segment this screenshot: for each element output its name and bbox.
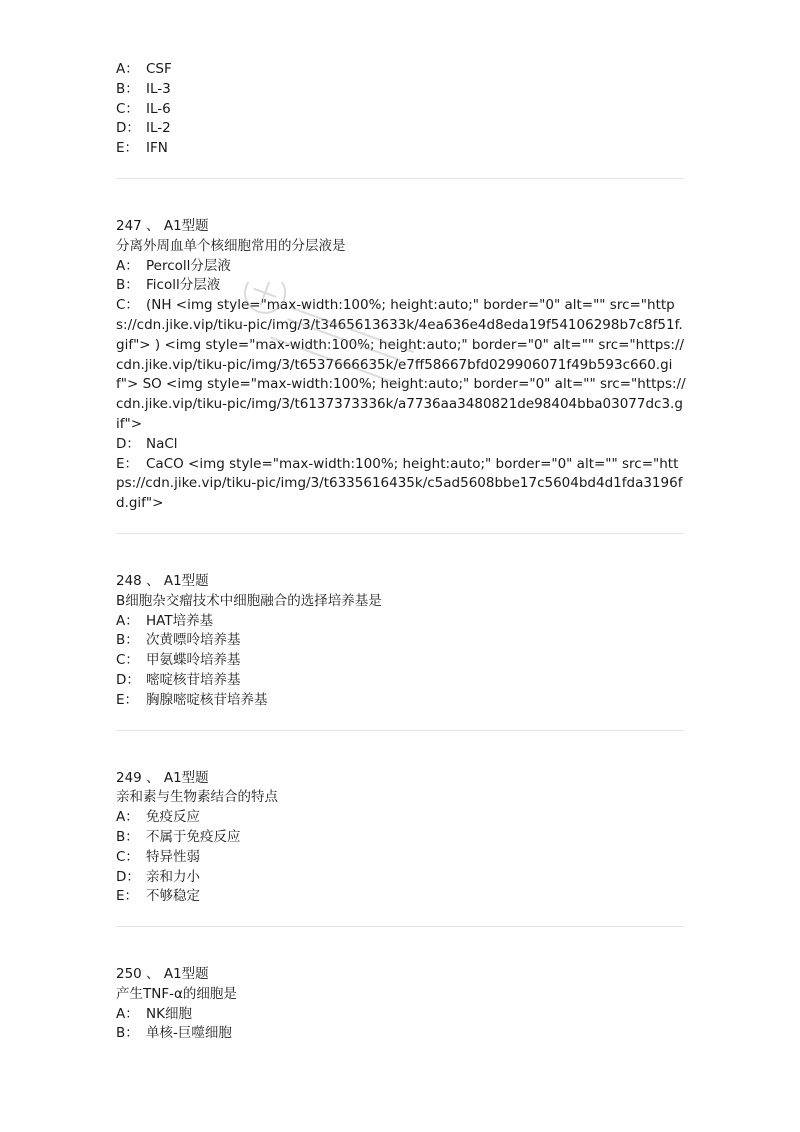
- question-header: 247 、 A1型题: [116, 217, 209, 234]
- option-d: D： 亲和力小: [116, 868, 200, 885]
- option-a: A： Percoll分层液: [116, 257, 231, 274]
- option-a: A： CSF: [116, 61, 172, 77]
- option-a: A： NK细胞: [116, 1005, 192, 1022]
- option-d: D： IL-2: [116, 120, 171, 137]
- option-a: A： HAT培养基: [116, 612, 214, 629]
- question-page: [116, 60, 686, 1044]
- option-e: E： CaCO <img style="max-width:100%; height:auto;" border="0" alt="" src="https://cdn.jike.vip/tiku-pic/img/3/t6335616435k/c5ad5608bbe17c5604bd4d1fda3196fd.gif">: [116, 455, 683, 512]
- question-stem: 分离外周血单个核细胞常用的分层液是: [116, 237, 346, 254]
- option-d: D： NaCl: [116, 435, 178, 452]
- option-e: E： 胸腺嘧啶核苷培养基: [116, 691, 268, 708]
- option-b: B： 单核-巨噬细胞: [116, 1025, 232, 1042]
- question-stem: 产生TNF-α的细胞是: [116, 985, 237, 1002]
- option-c: C： 甲氨蝶呤培养基: [116, 652, 241, 669]
- option-c: C： IL-6: [116, 100, 171, 117]
- option-a: A： 免疫反应: [116, 809, 200, 826]
- option-b: B： IL-3: [116, 80, 171, 97]
- option-b: B： 不属于免疫反应: [116, 828, 241, 845]
- option-c: C： 特异性弱: [116, 848, 200, 865]
- question-247: [116, 217, 686, 514]
- option-d: D： 嘧啶核苷培养基: [116, 671, 241, 688]
- prev-question-options: [116, 60, 686, 159]
- question-header: 248 、 A1型题: [116, 572, 209, 589]
- option-e: E： IFN: [116, 140, 168, 157]
- question-header: 249 、 A1型题: [116, 769, 209, 786]
- question-stem: B细胞杂交瘤技术中细胞融合的选择培养基是: [116, 592, 382, 609]
- option-b: B： Ficoll分层液: [116, 277, 221, 294]
- question-header: 250 、 A1型题: [116, 966, 209, 983]
- question-250: [116, 965, 686, 1044]
- question-248: [116, 572, 686, 711]
- question-stem: 亲和素与生物素结合的特点: [116, 789, 278, 806]
- option-b: B： 次黄嘌呤培养基: [116, 632, 241, 649]
- question-249: [116, 769, 686, 908]
- option-c: C： (NH <img style="max-width:100%; height:auto;" border="0" alt="" src="https://cdn.jike.vip/tiku-pic/img/3/t3465613633k/4ea636e4d8eda19f54106298b7c8f51f.gif"> ) <img style="max-width:100%; height:auto;" border="0" alt="" src="https://cdn.jike.vip/tiku-pic/img/3/t6537666635k/e7ff58667bfd029906071f49b593c660.gif"> SO <img style="max-width:100%; height:auto;" border="0" alt="" src="https://cdn.jike.vip/tiku-pic/img/3/t6137373336k/a7736aa3480821de98404bba03077dc3.gif">: [116, 297, 686, 432]
- option-e: E： 不够稳定: [116, 888, 200, 905]
